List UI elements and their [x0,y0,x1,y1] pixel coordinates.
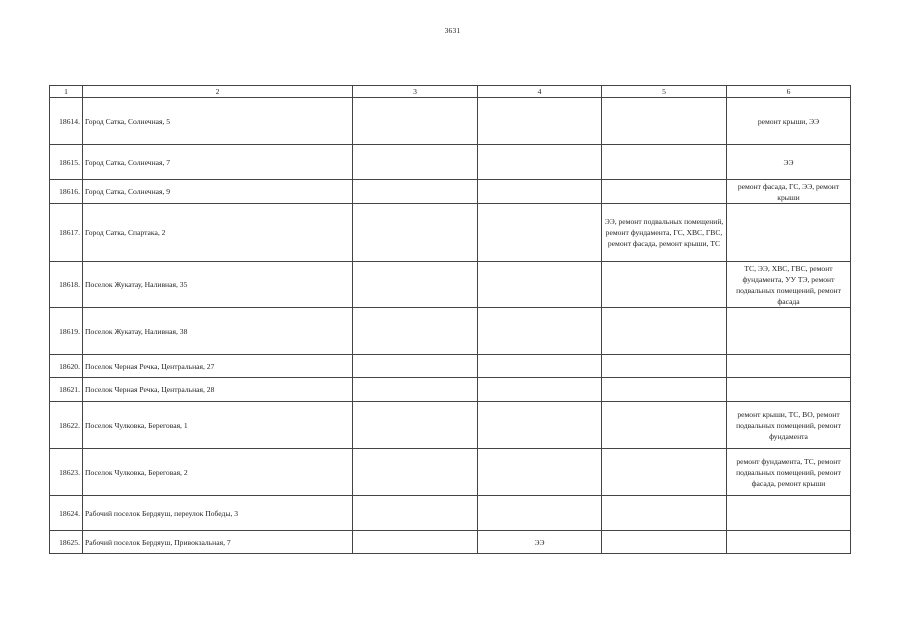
column-6-cell: ТС, ЭЭ, ХВС, ГВС, ремонт фундамента, УУ ТЭ, ремонт подвальных помещений, ремонт фасада [727,262,851,308]
column-5-cell [602,308,727,355]
registry-table [49,85,851,554]
table-row [50,531,851,554]
column-4-cell [478,402,602,449]
address-cell: Рабочий поселок Бердяуш, Привокзальная, 7 [83,531,353,554]
column-4-cell [478,204,602,262]
column-6-cell [727,531,851,554]
address-cell: Город Сатка, Солнечная, 7 [83,145,353,180]
column-4-cell [478,308,602,355]
column-6-cell [727,308,851,355]
address-cell: Рабочий поселок Бердяуш, переулок Победы, 3 [83,496,353,531]
column-5-cell [602,531,727,554]
column-header-1: 1 [50,86,83,98]
address-cell: Город Сатка, Солнечная, 9 [83,180,353,204]
column-5-cell [602,496,727,531]
row-number: 18623. [50,449,83,496]
column-header-4: 4 [478,86,602,98]
row-number: 18615. [50,145,83,180]
table-row [50,180,851,204]
table-row [50,262,851,308]
column-5-cell [602,262,727,308]
column-6-cell: ремонт фундамента, ТС, ремонт подвальных помещений, ремонт фасада, ремонт крыши [727,449,851,496]
column-3-cell [353,531,478,554]
column-3-cell [353,402,478,449]
column-6-cell: ремонт крыши, ТС, ВО, ремонт подвальных помещений, ремонт фундамента [727,402,851,449]
column-4-cell: ЭЭ [478,531,602,554]
column-5-cell [602,145,727,180]
column-4-cell [478,378,602,402]
column-3-cell [353,180,478,204]
column-4-cell [478,496,602,531]
column-3-cell [353,355,478,378]
column-5-cell [602,355,727,378]
table-row [50,308,851,355]
header-row [50,86,851,98]
table-row [50,204,851,262]
column-3-cell [353,262,478,308]
table-row [50,145,851,180]
address-cell: Поселок Черная Речка, Центральная, 28 [83,378,353,402]
column-3-cell [353,145,478,180]
column-3-cell [353,449,478,496]
column-4-cell [478,180,602,204]
column-3-cell [353,308,478,355]
row-number: 18624. [50,496,83,531]
page-number: 3631 [444,26,461,35]
address-cell: Поселок Чулковка, Береговая, 1 [83,402,353,449]
address-cell: Поселок Жукатау, Наливная, 35 [83,262,353,308]
column-6-cell [727,204,851,262]
column-5-cell [602,402,727,449]
column-3-cell [353,378,478,402]
table-row [50,449,851,496]
row-number: 18614. [50,98,83,145]
column-5-cell [602,378,727,402]
column-6-cell [727,378,851,402]
column-5-cell [602,180,727,204]
column-6-cell: ЭЭ [727,145,851,180]
column-6-cell: ремонт крыши, ЭЭ [727,98,851,145]
column-3-cell [353,204,478,262]
column-header-2: 2 [83,86,353,98]
column-3-cell [353,496,478,531]
column-4-cell [478,355,602,378]
column-header-5: 5 [602,86,727,98]
column-3-cell [353,98,478,145]
row-number: 18618. [50,262,83,308]
address-cell: Поселок Черная Речка, Центральная, 27 [83,355,353,378]
column-header-6: 6 [727,86,851,98]
row-number: 18621. [50,378,83,402]
table-row [50,378,851,402]
column-5-cell: ЭЭ, ремонт подвальных помещений, ремонт фундамента, ГС, ХВС, ГВС, ремонт фасада, ремонт крыши, ТС [602,204,727,262]
table-row [50,496,851,531]
column-4-cell [478,262,602,308]
table-row [50,98,851,145]
column-4-cell [478,145,602,180]
column-6-cell [727,496,851,531]
column-header-3: 3 [353,86,478,98]
row-number: 18616. [50,180,83,204]
column-4-cell [478,449,602,496]
column-4-cell [478,98,602,145]
row-number: 18622. [50,402,83,449]
table-row [50,355,851,378]
column-6-cell [727,355,851,378]
address-cell: Город Сатка, Солнечная, 5 [83,98,353,145]
table-row [50,402,851,449]
column-5-cell [602,98,727,145]
column-5-cell [602,449,727,496]
row-number: 18625. [50,531,83,554]
row-number: 18620. [50,355,83,378]
row-number: 18617. [50,204,83,262]
column-6-cell: ремонт фасада, ГС, ЭЭ, ремонт крыши [727,180,851,204]
address-cell: Город Сатка, Спартака, 2 [83,204,353,262]
row-number: 18619. [50,308,83,355]
address-cell: Поселок Жукатау, Наливная, 38 [83,308,353,355]
address-cell: Поселок Чулковка, Береговая, 2 [83,449,353,496]
